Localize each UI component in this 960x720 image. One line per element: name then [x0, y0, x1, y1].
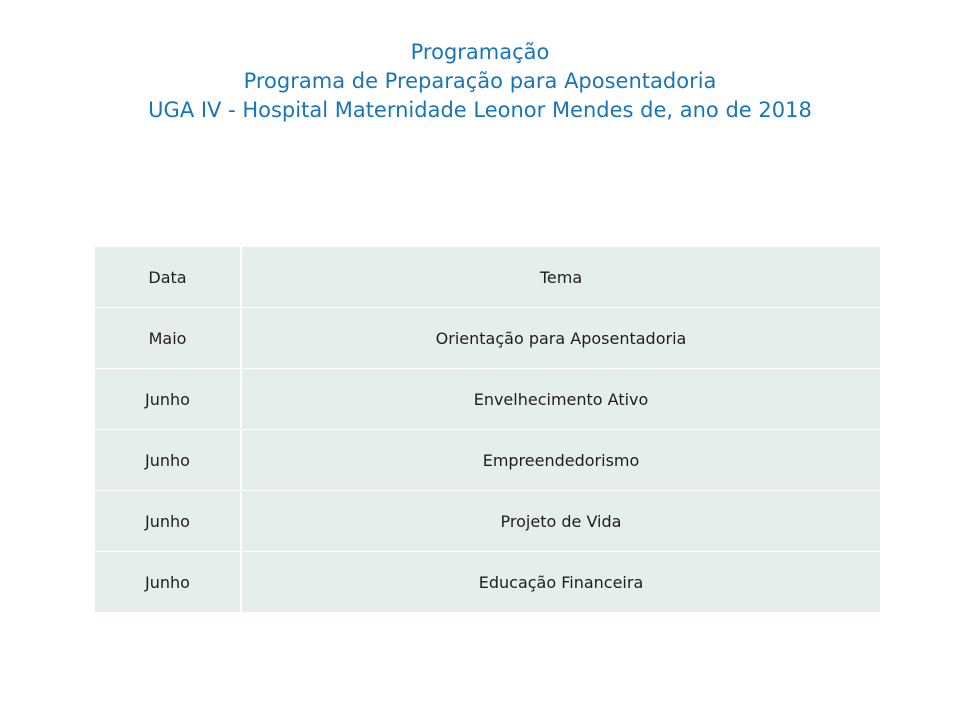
slide-title	[0, 38, 960, 125]
cell-data: Junho	[95, 552, 241, 613]
table-row	[95, 491, 880, 552]
title-line-1: Programação	[410, 40, 550, 64]
cell-data: Junho	[95, 430, 241, 491]
cell-tema: Empreendedorismo	[241, 430, 880, 491]
table-header-row	[95, 247, 880, 308]
cell-tema: Educação Financeira	[241, 552, 880, 613]
schedule-table	[95, 247, 880, 612]
cell-data: Junho	[95, 491, 241, 552]
column-header-data: Data	[95, 247, 241, 308]
table-row	[95, 369, 880, 430]
cell-tema: Projeto de Vida	[241, 491, 880, 552]
cell-data: Junho	[95, 369, 241, 430]
cell-tema: Envelhecimento Ativo	[241, 369, 880, 430]
cell-tema: Orientação para Aposentadoria	[241, 308, 880, 369]
table-row	[95, 430, 880, 491]
column-header-tema: Tema	[241, 247, 880, 308]
cell-data: Maio	[95, 308, 241, 369]
title-line-3: UGA IV - Hospital Maternidade Leonor Mendes de, ano de 2018	[148, 98, 812, 122]
table-row	[95, 308, 880, 369]
table-row	[95, 552, 880, 613]
title-line-2: Programa de Preparação para Aposentadoria	[243, 69, 717, 93]
